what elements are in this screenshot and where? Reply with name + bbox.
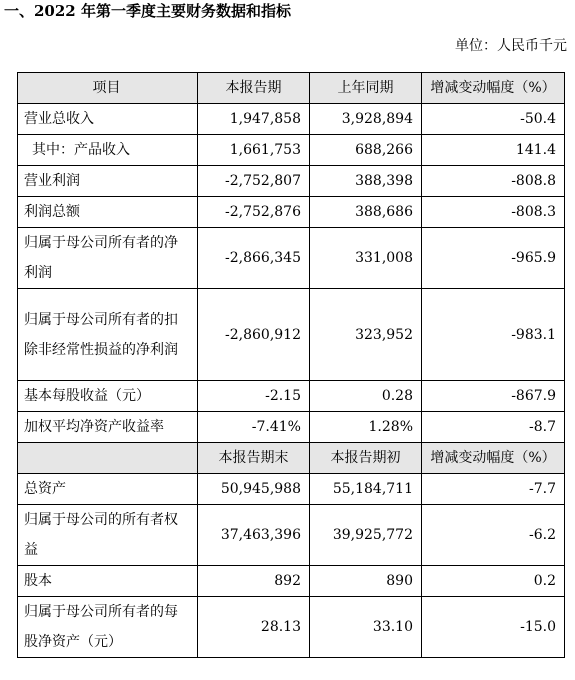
table-subheader-row [18,443,565,474]
financial-table [17,72,565,658]
table-row [18,166,565,197]
cell-period-end: 892 [198,566,310,597]
cell-prior: 323,952 [310,289,422,381]
table-row [18,597,565,658]
table-row [18,104,565,135]
cell-period-end: 37,463,396 [198,505,310,566]
header-period-end: 本报告期末 [198,443,310,474]
row-label: 营业总收入 [18,104,198,135]
row-label: 股本 [18,566,198,597]
header-current-period: 本报告期 [198,73,310,104]
unit-label: 单位：人民币千元 [455,38,567,54]
table-row [18,474,565,505]
cell-prior: 688,266 [310,135,422,166]
cell-prior: 3,928,894 [310,104,422,135]
row-label: 归属于母公司所有者的净利润 [18,228,198,289]
cell-prior: 388,686 [310,197,422,228]
row-label: 归属于母公司的所有者权益 [18,505,198,566]
row-label: 基本每股收益（元） [18,381,198,412]
cell-change: -867.9 [422,381,565,412]
cell-prior: 1.28% [310,412,422,443]
cell-change: -15.0 [422,597,565,658]
cell-current: -2.15 [198,381,310,412]
cell-current: 1,947,858 [198,104,310,135]
table-row [18,505,565,566]
header-period-start: 本报告期初 [310,443,422,474]
cell-change: -6.2 [422,505,565,566]
cell-period-start: 39,925,772 [310,505,422,566]
cell-change: -7.7 [422,474,565,505]
table-row [18,135,565,166]
cell-period-end: 50,945,988 [198,474,310,505]
cell-change: 141.4 [422,135,565,166]
cell-change: -965.9 [422,228,565,289]
cell-period-start: 33.10 [310,597,422,658]
table-row [18,228,565,289]
row-label: 总资产 [18,474,198,505]
table-row [18,381,565,412]
cell-change: -50.4 [422,104,565,135]
cell-change: -8.7 [422,412,565,443]
row-label: 归属于母公司所有者的每股净资产（元） [18,597,198,658]
cell-prior: 331,008 [310,228,422,289]
cell-change: -808.3 [422,197,565,228]
row-label: 加权平均净资产收益率 [18,412,198,443]
header-prior-period: 上年同期 [310,73,422,104]
table-row [18,197,565,228]
cell-period-start: 890 [310,566,422,597]
cell-current: -2,752,807 [198,166,310,197]
cell-current: -2,866,345 [198,228,310,289]
table-row [18,566,565,597]
row-label: 其中：产品收入 [18,135,198,166]
table-header-row [18,73,565,104]
cell-current: -2,752,876 [198,197,310,228]
cell-current: -2,860,912 [198,289,310,381]
cell-current: -7.41% [198,412,310,443]
cell-period-start: 55,184,711 [310,474,422,505]
table-row [18,289,565,381]
table-row [18,412,565,443]
header-change-pct: 增减变动幅度（%） [422,73,565,104]
row-label: 归属于母公司所有者的扣除非经常性损益的净利润 [18,289,198,381]
cell-prior: 388,398 [310,166,422,197]
page-title: 一、2022 年第一季度主要财务数据和指标 [4,2,291,20]
cell-period-end: 28.13 [198,597,310,658]
row-label: 营业利润 [18,166,198,197]
header-change-pct: 增减变动幅度（%） [422,443,565,474]
cell-change: -808.8 [422,166,565,197]
cell-prior: 0.28 [310,381,422,412]
row-label: 利润总额 [18,197,198,228]
cell-change: -983.1 [422,289,565,381]
cell-change: 0.2 [422,566,565,597]
header-item: 项目 [18,73,198,104]
cell-current: 1,661,753 [198,135,310,166]
header-blank [18,443,198,474]
